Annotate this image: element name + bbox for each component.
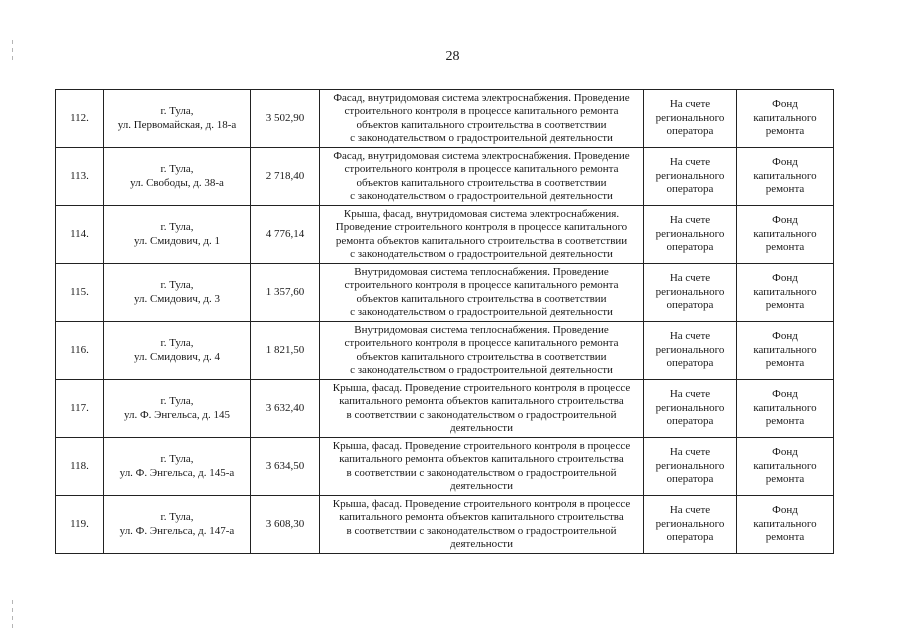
funding-source-line: капитального [753, 169, 817, 182]
works-cell [320, 438, 644, 496]
account-line: оператора [666, 183, 714, 196]
funding-source-line: капитального [753, 401, 817, 414]
funding-source-cell [737, 322, 834, 380]
works-cell [320, 380, 644, 438]
works-line: в соответствии с законодательством о градостроительной [346, 524, 617, 537]
funding-source-cell [737, 380, 834, 438]
address-line: г. Тула, [160, 511, 194, 524]
address-cell [104, 264, 251, 322]
table-row [56, 264, 834, 322]
table-row [56, 206, 834, 264]
address-line: г. Тула, [160, 453, 194, 466]
address-line: ул. Свободы, д. 38-а [130, 176, 224, 189]
works-line: объектов капитального строительства в соответствии [356, 118, 607, 131]
account-line: На счете [669, 504, 711, 517]
funding-source-line: ремонта [765, 125, 805, 138]
funding-source-line: ремонта [765, 415, 805, 428]
works-line: Внутридомовая система теплоснабжения. Проведение [354, 265, 609, 278]
works-line: ремонта объектов капитального строительства в соответствии [335, 234, 628, 247]
account-line: оператора [666, 415, 714, 428]
account-line: оператора [666, 299, 714, 312]
works-line: Фасад, внутридомовая система электроснабжения. Проведение [333, 91, 630, 104]
works-line: с законодательством о градостроительной деятельности [350, 363, 613, 376]
funding-source-line: капитального [753, 343, 817, 356]
account-line: оператора [666, 125, 714, 138]
table-row [56, 148, 834, 206]
area-cell: 1 821,50 [251, 322, 320, 380]
address-cell [104, 148, 251, 206]
table-row [56, 380, 834, 438]
address-cell [104, 206, 251, 264]
address-cell [104, 322, 251, 380]
account-line: регионального [655, 459, 725, 472]
funding-source-line: Фонд [772, 388, 798, 401]
works-line: объектов капитального строительства в соответствии [356, 292, 607, 305]
works-cell [320, 206, 644, 264]
area-cell: 2 718,40 [251, 148, 320, 206]
account-line: оператора [666, 241, 714, 254]
works-cell [320, 148, 644, 206]
table-body [56, 90, 834, 554]
works-cell [320, 322, 644, 380]
funding-source-cell [737, 90, 834, 148]
works-line: строительного контроля в процессе капитального ремонта [344, 105, 619, 118]
works-line: Крыша, фасад. Проведение строительного контроля в процессе [332, 381, 631, 394]
funding-source-line: капитального [753, 111, 817, 124]
works-line: капитального ремонта объектов капитального строительства [339, 511, 624, 524]
works-line: капитального ремонта объектов капитального строительства [339, 453, 624, 466]
address-cell [104, 496, 251, 554]
account-cell [644, 90, 737, 148]
address-cell [104, 380, 251, 438]
works-line: объектов капитального строительства в соответствии [356, 350, 607, 363]
funding-source-line: капитального [753, 227, 817, 240]
address-line: ул. Первомайская, д. 18-а [117, 118, 237, 131]
account-line: регионального [655, 401, 725, 414]
row-number: 115. [56, 264, 104, 322]
works-line: строительного контроля в процессе капитального ремонта [344, 337, 619, 350]
capital-repair-table [55, 89, 834, 554]
account-line: На счете [669, 98, 711, 111]
funding-source-line: ремонта [765, 531, 805, 544]
funding-source-line: капитального [753, 459, 817, 472]
account-cell [644, 322, 737, 380]
works-line: Крыша, фасад. Проведение строительного контроля в процессе [332, 497, 631, 510]
row-number: 117. [56, 380, 104, 438]
works-cell [320, 496, 644, 554]
funding-source-cell [737, 496, 834, 554]
account-line: На счете [669, 214, 711, 227]
account-line: На счете [669, 446, 711, 459]
page-number: 28 [445, 49, 460, 64]
works-cell [320, 90, 644, 148]
address-line: ул. Смидович, д. 4 [134, 350, 220, 363]
funding-source-cell [737, 148, 834, 206]
account-line: На счете [669, 156, 711, 169]
address-cell [104, 90, 251, 148]
account-cell [644, 206, 737, 264]
account-line: На счете [669, 388, 711, 401]
row-number: 112. [56, 90, 104, 148]
works-line: Крыша, фасад, внутридомовая система электроснабжения. [343, 207, 620, 220]
account-cell [644, 264, 737, 322]
works-line: деятельности [450, 479, 513, 492]
funding-source-cell [737, 206, 834, 264]
address-line: г. Тула, [160, 163, 194, 176]
account-line: На счете [669, 272, 711, 285]
account-line: оператора [666, 473, 714, 486]
table-row [56, 496, 834, 554]
works-line: объектов капитального строительства в соответствии [356, 176, 607, 189]
works-line: Внутридомовая система теплоснабжения. Проведение [354, 323, 609, 336]
account-line: регионального [655, 169, 725, 182]
funding-source-line: ремонта [765, 473, 805, 486]
works-line: капитального ремонта объектов капитального строительства [339, 395, 624, 408]
works-line: Крыша, фасад. Проведение строительного контроля в процессе [332, 439, 631, 452]
address-line: ул. Ф. Энгельса, д. 147-а [119, 524, 235, 537]
funding-source-line: ремонта [765, 299, 805, 312]
funding-source-line: Фонд [772, 272, 798, 285]
works-line: деятельности [450, 421, 513, 434]
funding-source-line: Фонд [772, 214, 798, 227]
funding-source-line: Фонд [772, 156, 798, 169]
account-line: регионального [655, 285, 725, 298]
row-number: 113. [56, 148, 104, 206]
scan-margin-marks [12, 0, 13, 640]
address-line: г. Тула, [160, 105, 194, 118]
account-line: регионального [655, 111, 725, 124]
funding-source-line: Фонд [772, 446, 798, 459]
table-row [56, 90, 834, 148]
account-line: оператора [666, 531, 714, 544]
address-line: г. Тула, [160, 395, 194, 408]
works-line: Проведение строительного контроля в процессе капитального [335, 221, 628, 234]
account-cell [644, 148, 737, 206]
area-cell: 4 776,14 [251, 206, 320, 264]
address-line: г. Тула, [160, 279, 194, 292]
address-line: г. Тула, [160, 337, 194, 350]
account-line: На счете [669, 330, 711, 343]
area-cell: 1 357,60 [251, 264, 320, 322]
address-line: ул. Ф. Энгельса, д. 145 [123, 408, 231, 421]
funding-source-line: капитального [753, 517, 817, 530]
account-line: оператора [666, 357, 714, 370]
address-line: ул. Смидович, д. 1 [134, 234, 220, 247]
area-cell: 3 632,40 [251, 380, 320, 438]
account-cell [644, 438, 737, 496]
works-cell [320, 264, 644, 322]
area-cell: 3 608,30 [251, 496, 320, 554]
row-number: 119. [56, 496, 104, 554]
row-number: 118. [56, 438, 104, 496]
funding-source-cell [737, 264, 834, 322]
address-cell [104, 438, 251, 496]
works-line: с законодательством о градостроительной деятельности [350, 189, 613, 202]
works-line: с законодательством о градостроительной деятельности [350, 131, 613, 144]
area-cell: 3 634,50 [251, 438, 320, 496]
account-cell [644, 380, 737, 438]
address-line: г. Тула, [160, 221, 194, 234]
funding-source-line: Фонд [772, 330, 798, 343]
address-line: ул. Смидович, д. 3 [134, 292, 220, 305]
account-cell [644, 496, 737, 554]
funding-source-line: ремонта [765, 183, 805, 196]
works-line: строительного контроля в процессе капитального ремонта [344, 163, 619, 176]
works-line: с законодательством о градостроительной деятельности [350, 247, 613, 260]
funding-source-line: ремонта [765, 241, 805, 254]
address-line: ул. Ф. Энгельса, д. 145-а [119, 466, 235, 479]
account-line: регионального [655, 517, 725, 530]
funding-source-line: Фонд [772, 504, 798, 517]
account-line: регионального [655, 343, 725, 356]
area-cell: 3 502,90 [251, 90, 320, 148]
works-line: с законодательством о градостроительной деятельности [350, 305, 613, 318]
works-line: в соответствии с законодательством о градостроительной [346, 466, 617, 479]
works-line: деятельности [450, 537, 513, 550]
row-number: 116. [56, 322, 104, 380]
funding-source-line: Фонд [772, 98, 798, 111]
works-line: в соответствии с законодательством о градостроительной [346, 408, 617, 421]
account-line: регионального [655, 227, 725, 240]
table-row [56, 322, 834, 380]
funding-source-cell [737, 438, 834, 496]
works-line: Фасад, внутридомовая система электроснабжения. Проведение [333, 149, 630, 162]
works-line: строительного контроля в процессе капитального ремонта [344, 279, 619, 292]
table-row [56, 438, 834, 496]
funding-source-line: капитального [753, 285, 817, 298]
funding-source-line: ремонта [765, 357, 805, 370]
row-number: 114. [56, 206, 104, 264]
